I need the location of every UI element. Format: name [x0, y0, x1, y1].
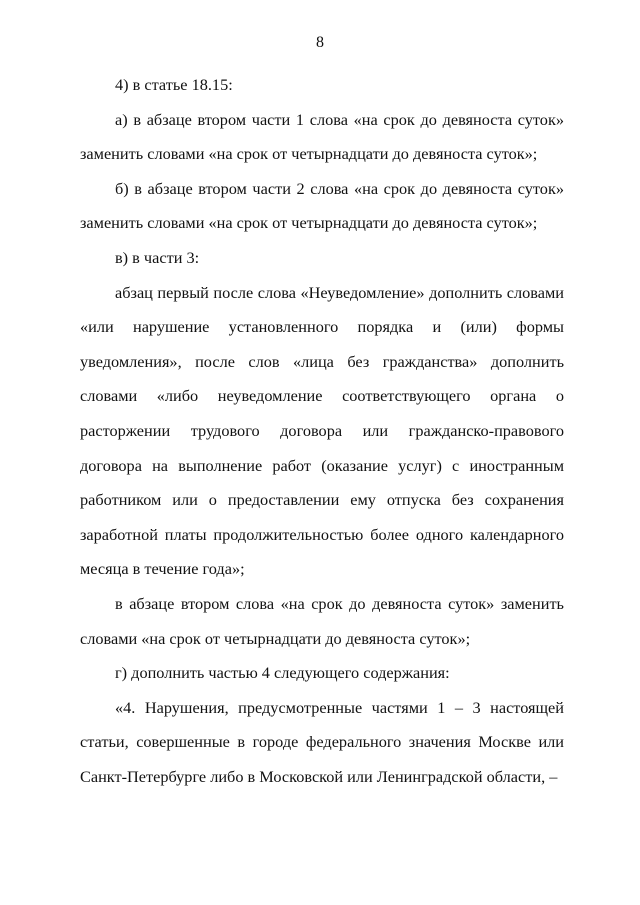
document-body: [80, 68, 564, 794]
paragraph-part-4-text: «4. Нарушения, предусмотренные частями 1 – 3 настоящей статьи, совершенные в городе федерального значения Москве или Санкт-Петербурге либо в Московской или Ленинградской области, –: [80, 697, 564, 786]
paragraph-item-b: б) в абзаце втором части 2 слова «на срок до девяноста суток» заменить словами «на срок от четырнадцати до девяноста суток»;: [80, 178, 564, 233]
page-number: 8: [316, 34, 324, 51]
paragraph-item-g: г) дополнить частью 4 следующего содержания:: [115, 663, 450, 683]
paragraph-item-a: а) в абзаце втором части 1 слова «на срок до девяноста суток» заменить словами «на срок от четырнадцати до девяноста суток»;: [80, 109, 564, 164]
paragraph-item-v: в) в части 3:: [115, 247, 200, 267]
paragraph-second-abzac: в абзаце втором слова «на срок до девяноста суток» заменить словами «на срок от четырнадцати до девяноста суток»;: [80, 593, 564, 648]
paragraph-article-18-15: 4) в статье 18.15:: [115, 75, 233, 94]
paragraph-first-abzac: абзац первый после слова «Неуведомление» дополнить словами «или нарушение установленного порядка и (или) формы уведомления», после слов «лица без гражданства» дополнить словами «либо неуведомление соответствующего органа о расторжении трудового договора или гражданско-правового договора на выполнение работ (оказание услуг) с иностранным работником или о предоставлении ему отпуска без сохранения заработной платы продолжительностью более одного календарного месяца в течение года»;: [80, 282, 564, 579]
